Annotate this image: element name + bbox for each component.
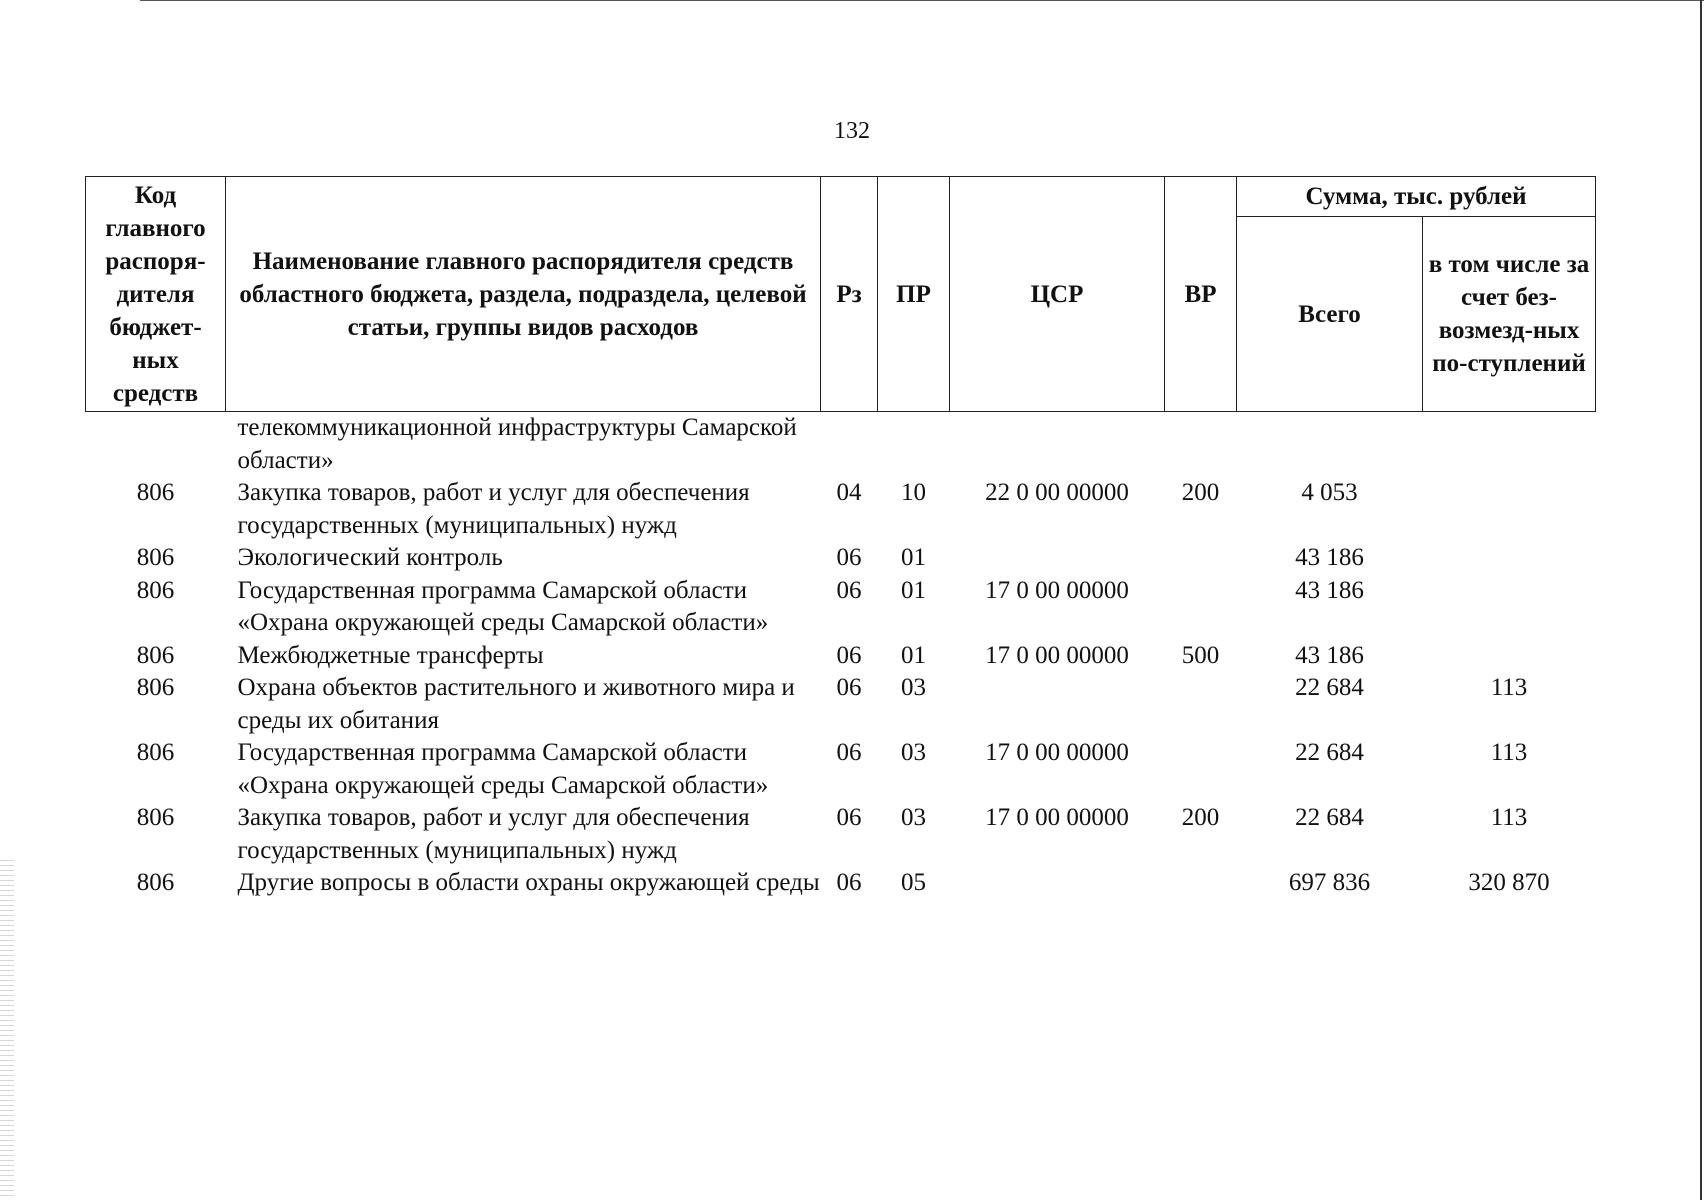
cell-vr — [1165, 412, 1237, 478]
cell-code: 806 — [136, 641, 175, 669]
table-row — [86, 672, 1596, 737]
cell-free: 113 — [1490, 804, 1528, 831]
cell-pr: 03 — [901, 804, 926, 831]
table-header — [86, 177, 1596, 412]
header-code: Код главного распоря-дителя бюджет-ных средств — [86, 177, 226, 412]
page-number: 132 — [834, 118, 870, 144]
cell-total: 43 186 — [1295, 576, 1364, 604]
table-body — [86, 412, 1596, 900]
cell-rz: 06 — [836, 869, 862, 896]
cell-total: 22 684 — [1295, 739, 1364, 766]
cell-total: 22 684 — [1295, 674, 1364, 701]
cell-pr: 01 — [901, 576, 926, 604]
header-sum: Сумма, тыс. рублей — [1237, 177, 1596, 217]
cell-name: Межбюджетные трансферты — [237, 641, 544, 669]
cell-name: Государственная программа Самарской области «Охрана окружающей среды Самарской области» — [237, 739, 769, 799]
header-pr: ПР — [878, 177, 950, 412]
cell-name: Закупка товаров, работ и услуг для обеспечения государственных (муниципальных) нужд — [237, 479, 750, 539]
cell-free: 113 — [1490, 739, 1528, 766]
cell-code: 806 — [136, 804, 175, 831]
header-rz: Рз — [821, 177, 878, 412]
cell-csr: 17 0 00 00000 — [985, 641, 1129, 669]
scan-edge-top — [140, 0, 1704, 1]
cell-name: Экологический контроль — [237, 544, 503, 571]
cell-csr: 17 0 00 00000 — [985, 804, 1129, 831]
cell-name: Другие вопросы в области охраны окружающей среды — [237, 869, 820, 896]
cell-code: 806 — [136, 576, 175, 604]
cell-code — [86, 412, 226, 478]
cell-pr: 03 — [901, 674, 926, 701]
cell-free — [1423, 477, 1596, 542]
scan-edge-left — [0, 860, 14, 1200]
cell-pr — [878, 412, 950, 478]
cell-rz — [821, 412, 878, 478]
cell-pr: 05 — [901, 869, 926, 896]
cell-free — [1423, 412, 1596, 478]
cell-total: 43 186 — [1295, 544, 1364, 571]
table-row — [86, 802, 1596, 867]
header-vr: ВР — [1165, 177, 1237, 412]
table-row — [86, 542, 1596, 575]
cell-rz: 06 — [836, 674, 862, 701]
cell-code: 806 — [136, 869, 175, 896]
cell-name: Охрана объектов растительного и животного мира и среды их обитания — [237, 674, 795, 734]
cell-rz: 06 — [836, 544, 862, 571]
header-name: Наименование главного распорядителя средств областного бюджета, раздела, подраздела, целевой статьи, группы видов расходов — [226, 177, 821, 412]
cell-vr — [1165, 575, 1237, 640]
cell-rz: 06 — [836, 576, 862, 604]
budget-table — [85, 176, 1596, 900]
cell-name: Государственная программа Самарской области «Охрана окружающей среды Самарской области» — [237, 576, 769, 636]
cell-vr — [1165, 672, 1237, 737]
cell-free — [1423, 640, 1596, 673]
cell-code: 806 — [136, 544, 175, 571]
cell-vr: 200 — [1181, 804, 1220, 831]
cell-free — [1423, 542, 1596, 575]
cell-pr: 01 — [901, 544, 926, 571]
cell-code: 806 — [136, 479, 175, 506]
header-csr: ЦСР — [950, 177, 1165, 412]
cell-total: 22 684 — [1295, 804, 1364, 831]
cell-rz: 06 — [836, 641, 862, 669]
cell-free: 113 — [1490, 674, 1528, 701]
table-row — [86, 737, 1596, 802]
cell-total — [1237, 412, 1423, 478]
cell-total: 4 053 — [1301, 479, 1358, 506]
cell-pr: 01 — [901, 641, 926, 669]
cell-pr: 10 — [901, 479, 926, 506]
cell-total: 697 836 — [1288, 869, 1371, 896]
cell-free: 320 870 — [1468, 869, 1550, 896]
cell-csr: 22 0 00 00000 — [985, 479, 1129, 506]
header-free: в том числе за счет без-возмезд-ных по-ступлений — [1423, 217, 1596, 412]
cell-name: телекоммуникационной инфраструктуры Самарской области» — [237, 414, 797, 474]
cell-vr: 500 — [1181, 641, 1220, 669]
cell-vr: 200 — [1181, 479, 1220, 506]
cell-csr — [950, 867, 1165, 900]
cell-pr: 03 — [901, 739, 926, 766]
cell-csr: 17 0 00 00000 — [985, 576, 1129, 604]
table-row — [86, 640, 1596, 673]
table-row — [86, 575, 1596, 640]
cell-free — [1423, 575, 1596, 640]
cell-name: Закупка товаров, работ и услуг для обеспечения государственных (муниципальных) нужд — [237, 804, 750, 864]
table-row — [86, 867, 1596, 900]
cell-vr — [1165, 542, 1237, 575]
cell-csr: 17 0 00 00000 — [985, 739, 1129, 766]
cell-rz: 06 — [836, 804, 862, 831]
cell-csr — [950, 412, 1165, 478]
cell-code: 806 — [136, 739, 175, 766]
cell-csr — [950, 542, 1165, 575]
cell-rz: 06 — [836, 739, 862, 766]
scan-edge-right — [1700, 0, 1702, 1200]
cell-code: 806 — [136, 674, 175, 701]
header-total: Всего — [1237, 217, 1423, 412]
cell-csr — [950, 672, 1165, 737]
cell-vr — [1165, 867, 1237, 900]
cell-vr — [1165, 737, 1237, 802]
cell-total: 43 186 — [1295, 641, 1364, 669]
table-row — [86, 412, 1596, 478]
table-row — [86, 477, 1596, 542]
cell-rz: 04 — [836, 479, 862, 506]
